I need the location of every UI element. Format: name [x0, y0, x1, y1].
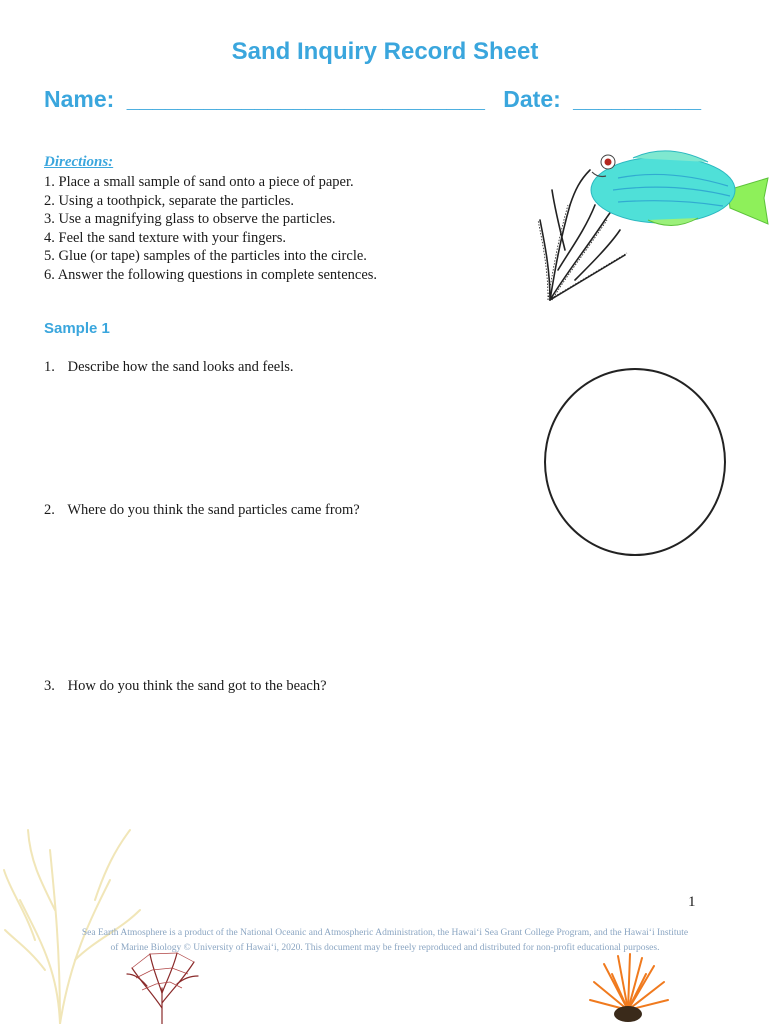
page-title: Sand Inquiry Record Sheet: [231, 38, 539, 65]
question-number: 3.: [44, 678, 55, 694]
footer-line-1: Sea Earth Atmosphere is a product of the National Oceanic and Atmospheric Administration, the Hawaiʻi Sea Grant College Program, and the Hawaiʻi Institute: [81, 928, 689, 938]
question-text: How do you think the sand got to the beach?: [67, 678, 327, 694]
sample-circle[interactable]: [544, 368, 726, 556]
question-number: 1.: [44, 359, 55, 375]
sea-urchin-illustration: [586, 952, 670, 1024]
question-1: [44, 359, 294, 376]
direction-step: 2. Using a toothpick, separate the particles.: [44, 192, 295, 209]
question-number: 2.: [44, 502, 55, 518]
direction-step: 5. Glue (or tape) samples of the particles into the circle.: [44, 248, 367, 265]
question-2: [44, 502, 360, 519]
directions-list: [44, 173, 377, 285]
date-label: Date:: [503, 86, 561, 112]
name-label: Name:: [44, 86, 115, 112]
sample-heading: Sample 1: [44, 320, 110, 337]
name-line[interactable]: ____________________________: [126, 86, 485, 112]
name-date-row: [44, 86, 707, 113]
directions-heading: Directions:: [44, 154, 114, 170]
date-line[interactable]: __________: [573, 86, 702, 112]
question-3: [44, 678, 327, 695]
direction-step: 3. Use a magnifying glass to observe the particles.: [44, 211, 336, 228]
direction-step: 4. Feel the sand texture with your fingers.: [44, 229, 287, 246]
red-sea-fan-illustration: [122, 948, 202, 1024]
direction-step: 1. Place a small sample of sand onto a piece of paper.: [44, 174, 354, 190]
question-text: Where do you think the sand particles came from?: [67, 502, 360, 518]
question-text: Describe how the sand looks and feels.: [67, 359, 294, 375]
fish-illustration: [578, 128, 770, 240]
direction-step: 6. Answer the following questions in complete sentences.: [44, 266, 378, 283]
footer-line-2: of Marine Biology © University of Hawaiʻi, 2020. This document may be freely reproduced and distributed for non-profit educational purposes.: [110, 943, 660, 953]
page-number: 1: [688, 894, 696, 910]
